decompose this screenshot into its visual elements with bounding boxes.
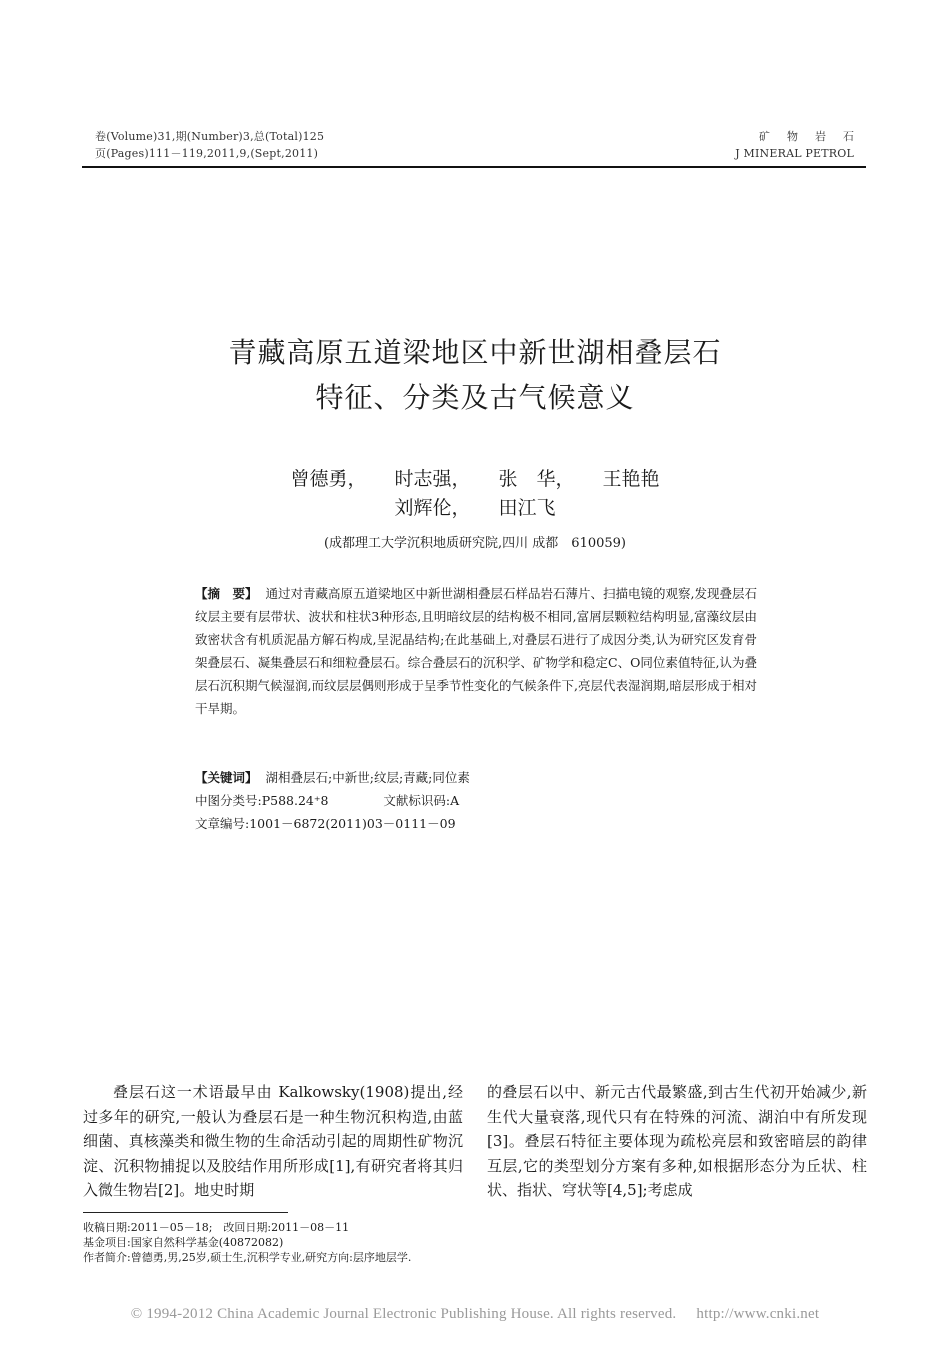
copyright-notice: [0, 1306, 950, 1323]
copyright-text: © 1994-2012 China Academic Journal Electronic Publishing House. All rights reserved.: [130, 1306, 677, 1322]
paper-title: [0, 330, 950, 420]
author-list: [0, 465, 950, 523]
title-line-2: 特征、分类及古气候意义: [315, 381, 635, 414]
journal-name-en: J MINERAL PETROL: [735, 147, 854, 160]
classification-row: [195, 789, 755, 812]
affiliation: (成都理工大学沉积地质研究院,四川 成都 610059): [323, 536, 627, 551]
author-name: 曾德勇，: [290, 468, 367, 490]
author-bio: 作者简介:曾德勇,男,25岁,硕士生,沉积学专业,研究方向:层序地层学.: [83, 1251, 412, 1264]
body-paragraph: 叠层石这一术语最早由 Kalkowsky(1908)提出,经过多年的研究,一般认为叠层石是一种生物沉积构造,由蓝细菌、真核藻类和微生物的生命活动引起的周期性矿物沉淀、沉积物捕捉以及胶结作用所形成[1],有研究者将其归入微生物岩[2]。地史时期: [83, 1083, 463, 1199]
article-metadata: [195, 766, 755, 835]
abstract-text: 通过对青藏高原五道梁地区中新世湖相叠层石样品岩石薄片、扫描电镜的观察,发现叠层石纹层主要有层带状、波状和柱状3种形态,且明暗纹层的结构极不相同,富屑层颗粒结构明显,富藻纹层由致密状含有机质泥晶方解石构成,呈泥晶结构;在此基础上,对叠层石进行了成因分类,认为研究区发育骨架叠层石、凝集叠层石和细粒叠层石。综合叠层石的沉积学、矿物学和稳定C、O同位素值特征,认为叠层石沉积期气候湿润,而纹层层偶则形成于呈季节性变化的气候条件下,亮层代表湿润期,暗层形成于相对干旱期。: [195, 586, 757, 716]
body-column-left: [83, 1080, 463, 1203]
keywords-label: 【关键词】: [195, 770, 258, 785]
footnote-rule: [83, 1212, 288, 1213]
funding: 基金项目:国家自然科学基金(40872082): [83, 1236, 284, 1249]
author-name: 王艳艳: [602, 468, 660, 490]
keywords: 湖相叠层石;中新世;纹层;青藏;同位素: [265, 770, 470, 785]
journal-issue-info: [95, 128, 324, 162]
journal-name-cn: 矿物岩石: [759, 130, 871, 143]
volume-line: 卷(Volume)31,期(Number)3,总(Total)125: [95, 130, 325, 143]
author-name: 刘辉伦，: [394, 497, 471, 519]
abstract: [195, 582, 757, 720]
abstract-label: 【摘 要】: [195, 586, 258, 601]
author-name: 田江飞: [498, 497, 556, 519]
document-code: 文献标识码:A: [383, 793, 460, 808]
body-paragraph: 的叠层石以中、新元古代最繁盛,到古生代初开始减少,新生代大量衰落,现代只有在特殊的河流、湖泊中有所发现[3]。叠层石特征主要体现为疏松亮层和致密暗层的韵律互层,它的类型划分方案有多种,如根据形态分为丘状、柱状、指状、穹状等[4,5];考虑成: [487, 1083, 867, 1199]
footnotes: [83, 1220, 411, 1265]
clc-number: 中图分类号:P588.24⁺8: [195, 793, 329, 808]
title-line-1: 青藏高原五道梁地区中新世湖相叠层石: [228, 336, 722, 369]
keywords-row: [195, 766, 755, 789]
journal-name: [735, 128, 871, 162]
body-column-right: [487, 1080, 867, 1203]
cnki-link[interactable]: http://www.cnki.net: [696, 1306, 820, 1322]
author-name: 时志强，: [394, 468, 471, 490]
article-number: 文章编号:1001－6872(2011)03－0111－09: [195, 816, 456, 831]
received-date: 收稿日期:2011－05－18; 改回日期:2011－08－11: [83, 1221, 350, 1234]
author-name: 张 华，: [498, 468, 575, 490]
header-rule: [82, 166, 866, 168]
pages-line: 页(Pages)111－119,2011,9,(Sept,2011): [95, 147, 319, 160]
